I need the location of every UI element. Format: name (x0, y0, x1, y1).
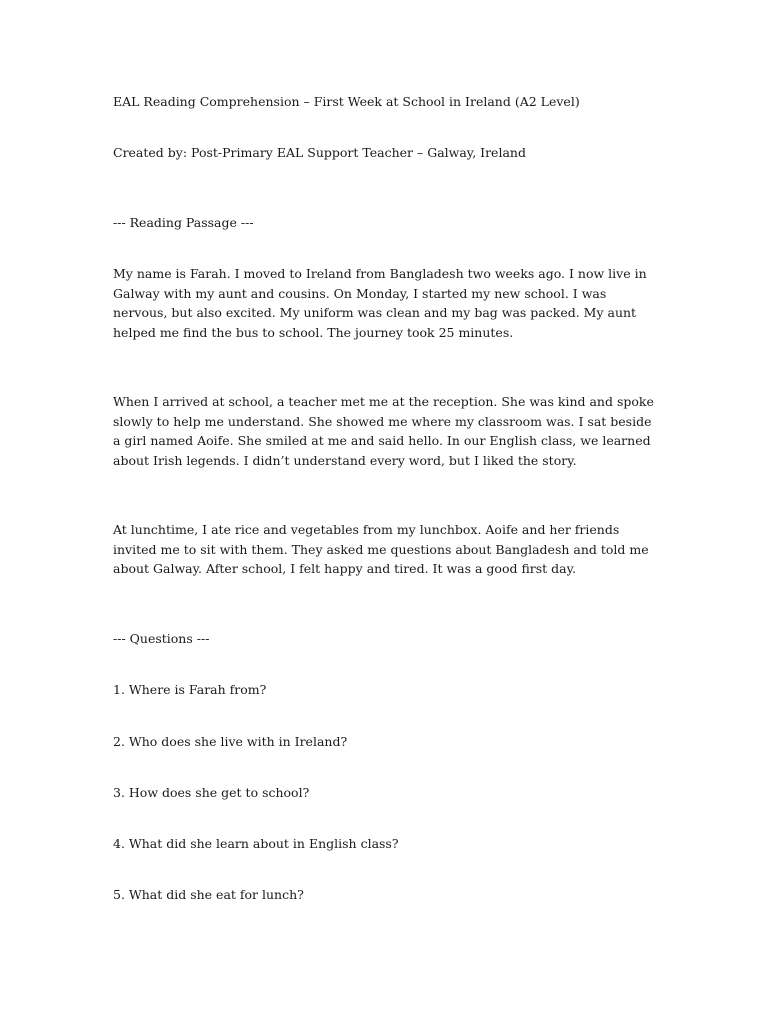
question-3: 3. How does she get to school? (113, 785, 310, 800)
passage-paragraph-2: When I arrived at school, a teacher met me at the reception. She was kind and spoke slowly to help me understand. She showed me where my classroom was. I sat beside a girl named Aoife. She smiled at me and said hello. In our English class, we learned about Irish legends. I didn’t understand every word, but I liked the story. (113, 394, 654, 468)
questions-heading: --- Questions --- (113, 631, 210, 646)
question-4: 4. What did she learn about in English class? (113, 836, 399, 851)
document-author: Created by: Post-Primary EAL Support Teacher – Galway, Ireland (113, 145, 526, 160)
question-1: 1. Where is Farah from? (113, 682, 267, 697)
question-2: 2. Who does she live with in Ireland? (113, 734, 348, 749)
document-title: EAL Reading Comprehension – First Week at School in Ireland (A2 Level) (113, 94, 580, 109)
question-5: 5. What did she eat for lunch? (113, 887, 304, 902)
reading-passage-heading: --- Reading Passage --- (113, 215, 254, 230)
passage-paragraph-3: At lunchtime, I ate rice and vegetables from my lunchbox. Aoife and her friends invited me to sit with them. They asked me questions about Bangladesh and told me about Galway. After school, I felt happy and tired. It was a good first day. (113, 522, 649, 576)
passage-paragraph-1: My name is Farah. I moved to Ireland from Bangladesh two weeks ago. I now live in Galway with my aunt and cousins. On Monday, I started my new school. I was nervous, but also excited. My uniform was clean and my bag was packed. My aunt helped me find the bus to school. The journey took 25 minutes. (113, 266, 647, 340)
document-page (113, 0, 658, 1024)
